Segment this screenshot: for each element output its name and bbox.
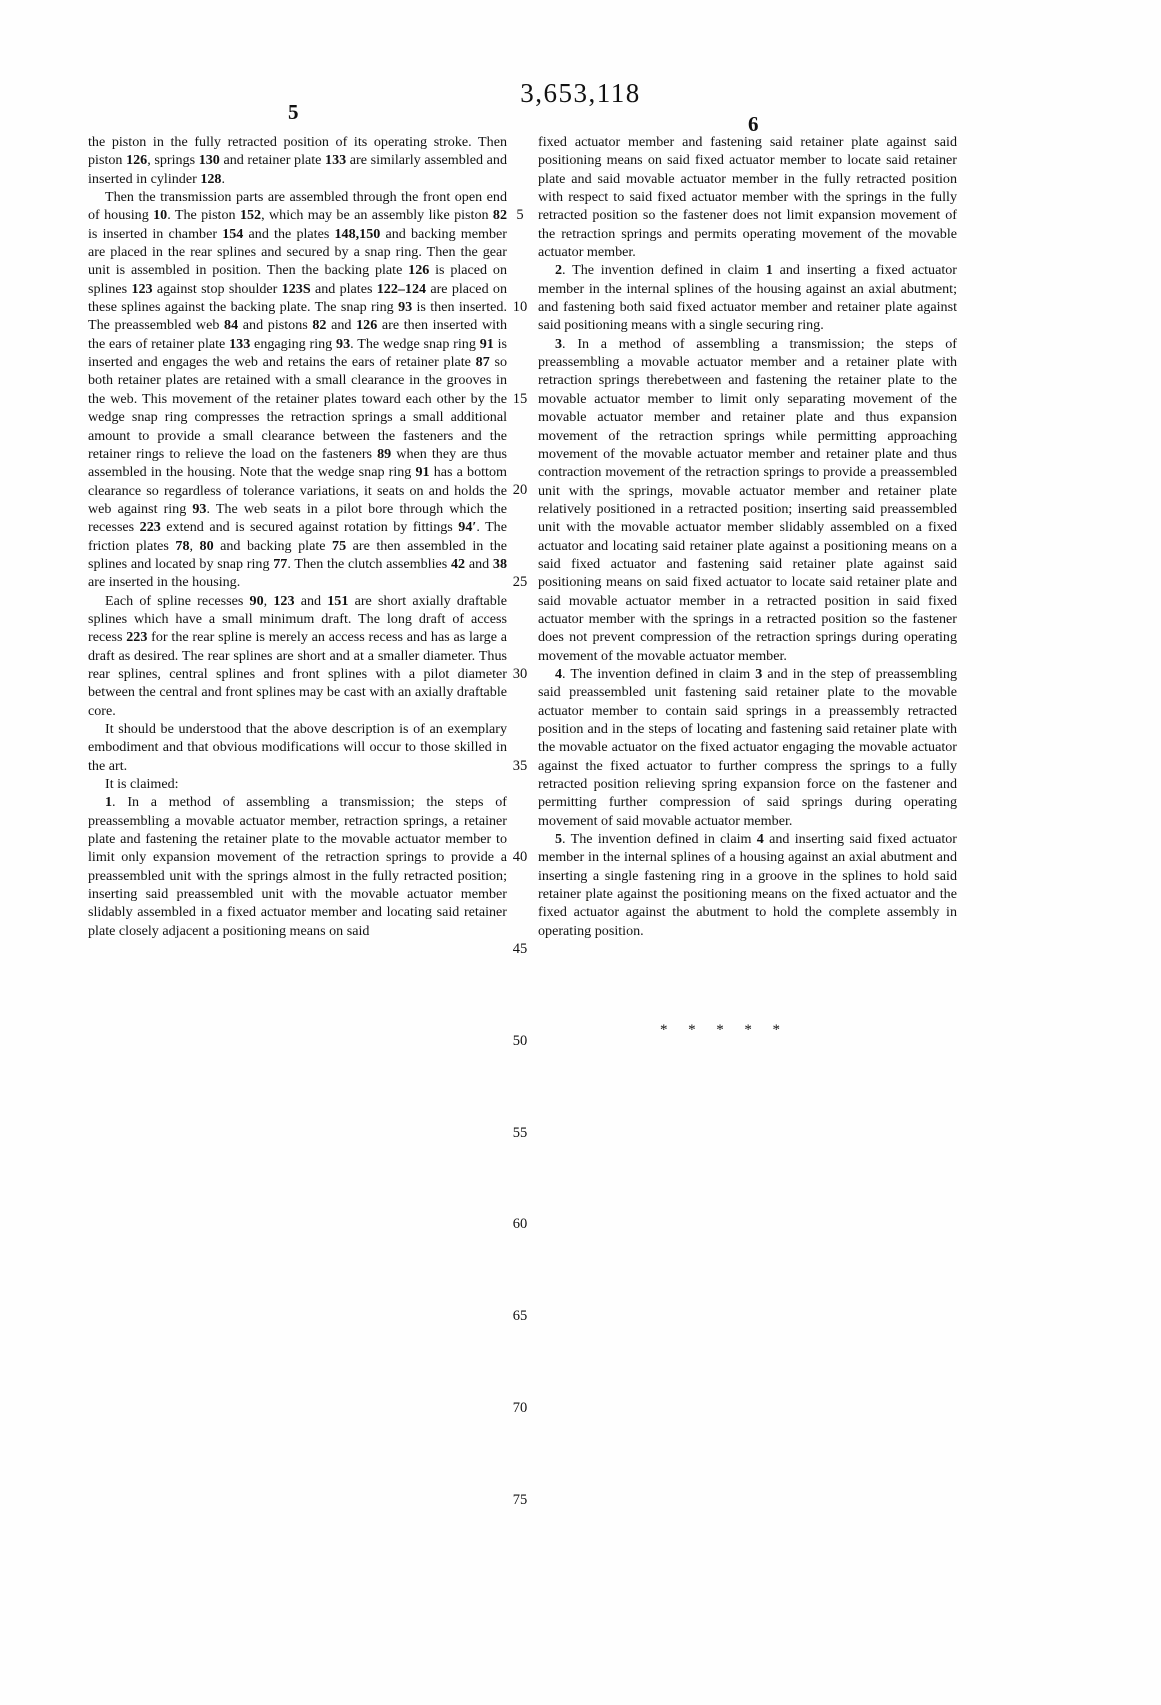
end-of-claims-mark xyxy=(660,1022,780,1039)
column-number-left: 5 xyxy=(288,100,299,124)
line-number: 10 xyxy=(512,298,528,315)
line-number: 60 xyxy=(512,1216,528,1233)
line-number: 70 xyxy=(512,1399,528,1416)
line-number: 20 xyxy=(512,482,528,499)
text-column-right xyxy=(538,133,957,940)
line-number: 55 xyxy=(512,1124,528,1141)
asterisk-mark: * xyxy=(660,1022,668,1038)
paragraph: 5. The invention defined in claim 4 and inserting said fixed actuator member in the internal splines of a housing against an axial abutment and inserting a single fastening ring in a groove in the splines to hold said retainer plate against the positioning means on the fixed actuator and the fixed actuator against the abutment to hold the complete assembly in operating position. xyxy=(538,831,957,939)
asterisk-mark: * xyxy=(688,1022,696,1038)
paragraph: fixed actuator member and fastening said retainer plate against said positioning means on said fixed actuator member to locate said retainer plate and said movable actuator member in the fully retracted position with respect to said fixed actuator member with the springs in the fully retracted position so the fastener does not limit expansion movement of the retraction springs and permits operating movement of the movable actuator member. xyxy=(538,134,957,261)
paragraph: It should be understood that the above description is of an exemplary embodiment and that obvious modifications will occur to those skilled in the art. xyxy=(88,721,507,774)
line-number: 25 xyxy=(512,574,528,590)
line-number: 5 xyxy=(516,207,524,223)
paragraph: It is claimed: xyxy=(105,776,179,793)
paragraph: Then the transmission parts are assembled through the front open end of housing 10. The piston 152, which may be an assembly like piston 82 is inserted in chamber 154 and the plates 148,150 and backing member are placed in the rear splines and secured by a snap ring. Then the gear unit is assembled in position. Then the backing plate 126 is placed on splines 123 against stop shoulder 123S and plates 122–124 are placed on these splines against the backing plate. The snap ring 93 is then inserted. The preassembled web 84 and pistons 82 and 126 are then inserted with the ears of retainer plate 133 engaging ring 93. The wedge snap ring 91 is inserted and engages the web and retains the ears of retainer plate 87 so both retainer plates are retained with a small clearance in the grooves in the web. This movement of the retainer plates toward each other by the wedge snap ring compresses the retraction springs a small additional amount to provide a small clearance between the fasteners and the retainer rings to relieve the load on the fasteners 89 when they are thus assembled in the housing. Note that the wedge snap ring 91 has a bottom clearance so regardless of tolerance variations, it seats on and holds the web against ring 93. The web seats in a pilot bore through which the recesses 223 extend and is secured against rotation by fittings 94′. The friction plates 78, 80 and backing plate 75 are then assembled in the splines and located by snap ring 77. Then the clutch assemblies 42 and 38 are inserted in the housing. xyxy=(88,189,508,591)
line-number: 65 xyxy=(512,1308,528,1324)
line-number: 45 xyxy=(512,941,528,957)
paragraph: 4. The invention defined in claim 3 and in the step of preassembling said preassembled unit fastening said retainer plate to the movable actuator member to contain said springs in a preassembly retracted position and in the steps of locating and fastening said retainer plate with the movable actuator on the fixed actuator engaging the movable actuator against the fixed actuator to further compress the springs to a fully retracted position relieving spring expansion force on the fastener and permitting further compression of said springs during operating movement of said movable actuator member. xyxy=(538,665,957,829)
asterisk-mark: * xyxy=(716,1022,724,1038)
asterisk-mark: * xyxy=(744,1022,752,1038)
line-number: 50 xyxy=(512,1032,528,1049)
line-number: 75 xyxy=(512,1491,528,1508)
column-number-right: 6 xyxy=(748,112,759,136)
paragraph: 2. The invention defined in claim 1 and inserting a fixed actuator member in the internal splines of the housing against an axial abutment; and fastening both said fixed actuator member and retainer plate against said positioning means with a single securing ring. xyxy=(538,262,957,334)
paragraph: the piston in the fully retracted position of its operating stroke. Then piston 126, springs 130 and retainer plate 133 are similarly assembled and inserted in cylinder 128. xyxy=(88,134,507,187)
paragraph: Each of spline recesses 90, 123 and 151 are short axially draftable splines which have a small minimum draft. The long draft of access recess 223 for the rear spline is merely an access recess and has as large a draft as desired. The rear splines are short and at a smaller diameter. Thus rear splines, central splines and front splines with a pilot diameter between the central and front splines may be cast with an axially draftable core. xyxy=(88,592,508,719)
text-column-left xyxy=(88,133,507,940)
asterisk-mark: * xyxy=(772,1022,780,1038)
paragraph: 1. In a method of assembling a transmission; the steps of preassembling a movable actuator member, retraction springs, a retainer plate and fastening the retainer plate to the movable actuator member to limit only expansion movement of the retraction springs to provide a preassembled unit with the springs almost in the fully retracted position; inserting said preassembled unit with the movable actuator member slidably assembled in a fixed actuator member and locating said retainer plate closely adjacent a positioning means on said xyxy=(88,794,507,939)
line-number: 35 xyxy=(512,757,528,774)
line-number: 30 xyxy=(512,665,528,682)
line-number: 15 xyxy=(512,390,528,407)
paragraph: 3. In a method of assembling a transmission; the steps of preassembling a movable actuator member and a retainer plate with retraction springs therebetween and fastening the retainer plate to the movable actuator member to limit only separating movement of the movable actuator member and retainer plate and thus expansion movement of the retraction springs while permitting approaching movement of the movable actuator member and retainer plate and thus contraction movement of the retraction springs to provide a preassembled unit with the springs, movable actuator member and retainer plate relatively positioned in a retracted position; inserting said preassembled unit with the movable actuator member slidably assembled on a fixed actuator and locating said retainer plate against a positioning means on a said fixed actuator and fastening said retainer plate against said positioning means on said fixed actuator to locate said retainer plate and said movable actuator member in a retracted position in said fixed actuator member with the springs in a retracted position so the fastener does not prevent compression of the retraction springs during operating movement of the movable actuator member. xyxy=(538,335,957,664)
line-number: 40 xyxy=(512,849,528,866)
patent-number: 3,653,118 xyxy=(520,78,641,108)
